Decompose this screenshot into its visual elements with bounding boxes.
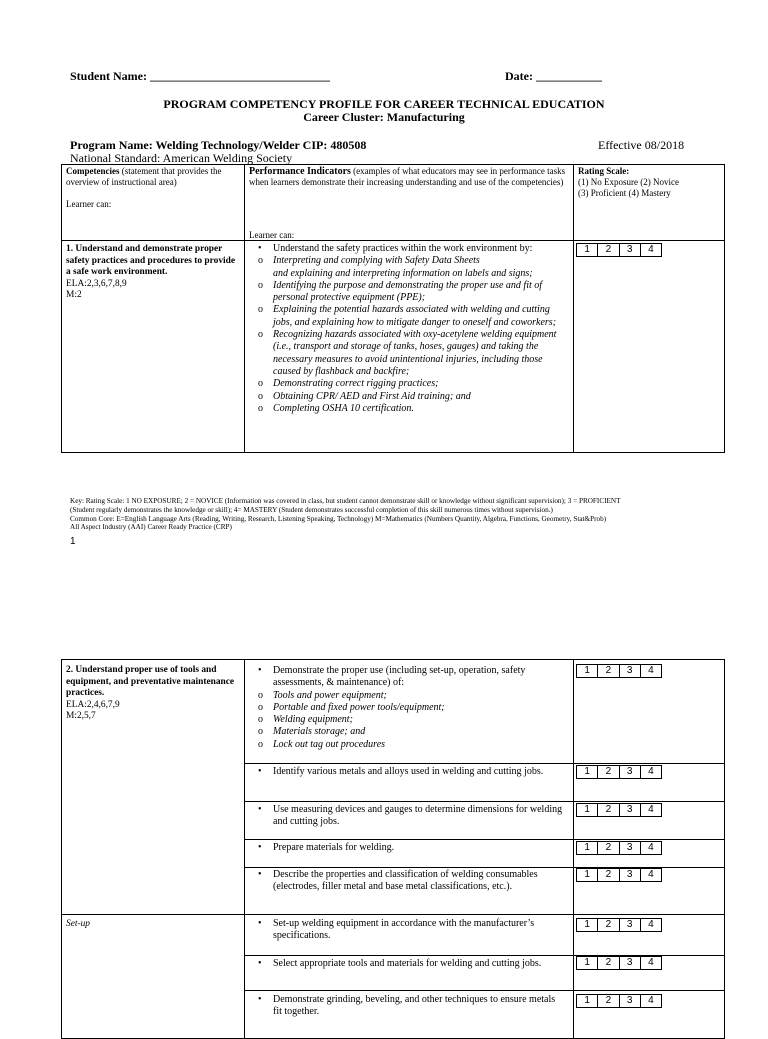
- rating-4[interactable]: 4: [648, 244, 654, 255]
- indicator-row: • Identify various metals and alloys used in welding and cutting jobs.: [258, 766, 544, 777]
- rating-boxes-6[interactable]: [576, 868, 662, 882]
- indicator-row: • Set-up welding equipment in accordance with the manufacturer’s specifications.: [258, 918, 535, 942]
- rating-3[interactable]: 3: [620, 766, 641, 778]
- indicator-row: • Use measuring devices and gauges to determine dimensions for welding and cutting jobs.: [258, 804, 563, 828]
- rating-2[interactable]: 2: [598, 957, 619, 969]
- indicator-subitem: o Portable and fixed power tools/equipment;: [258, 701, 445, 713]
- competency-1: 1. Understand and demonstrate proper safety practices and procedures to provide a safe work environment. ELA:2,3,6,7,8,9 M:2: [66, 244, 235, 300]
- learner-can-label: Learner can:: [66, 199, 112, 209]
- rating-4[interactable]: 4: [648, 665, 654, 676]
- indicator-bullet: • Demonstrate the proper use (including set-up, operation, safety assessments, & maintenance) of:: [258, 665, 526, 689]
- competency-2: 2. Understand proper use of tools and equipment, and preventative maintenance practices. ELA:2,4,6,7,9 M:2,5,7: [66, 665, 235, 721]
- setup-label: Set-up: [66, 919, 90, 929]
- competency-table-1: [61, 164, 725, 453]
- rating-2[interactable]: 2: [598, 244, 619, 256]
- indicator-subitem: o Identifying the purpose and demonstrating the proper use and fit of personal protective equipment (PPE);: [258, 279, 543, 304]
- indicator-subitem: o Recognizing hazards associated with oxy-acetylene welding equipment (i.e., transport and storage of tanks, hoses, gauges) and taking the necessary measures to avoid unintentional injuries, including those caused by flashback and backfire;: [258, 329, 557, 377]
- performance-indicators-header: Performance Indicators (examples of what educators may see in performance tasks when learners demonstrate their increasing understanding and use of the competencies): [249, 166, 566, 187]
- page-title: PROGRAM COMPETENCY PROFILE FOR CAREER TECHNICAL EDUCATION: [163, 97, 605, 111]
- learner-can-label-pi: Learner can:: [249, 230, 295, 240]
- rating-2[interactable]: 2: [598, 766, 619, 778]
- page-number: 1: [70, 536, 76, 547]
- indicator-row: • Select appropriate tools and materials for welding and cutting jobs.: [258, 958, 542, 969]
- rating-3[interactable]: 3: [620, 244, 641, 256]
- rating-1[interactable]: 1: [577, 244, 598, 256]
- student-name-line: Student Name: ______________________________: [70, 69, 330, 83]
- rating-1[interactable]: 1: [577, 957, 598, 969]
- indicator-subitem: o Welding equipment;: [258, 714, 353, 726]
- rating-scale-header: Rating Scale: (1) No Exposure (2) Novice (3) Proficient (4) Mastery: [578, 166, 679, 198]
- rating-1[interactable]: 1: [577, 665, 598, 677]
- indicator-subitem: o Obtaining CPR/ AED and First Aid training; and: [258, 390, 471, 402]
- rating-boxes-5[interactable]: [576, 841, 662, 855]
- rating-4[interactable]: 4: [648, 766, 654, 777]
- indicator-subitem: o Lock out tag out procedures: [258, 738, 386, 750]
- rating-boxes-3[interactable]: [576, 765, 662, 779]
- rating-boxes-1[interactable]: [576, 243, 662, 257]
- indicator-bullet: • Understand the safety practices within the work environment by:: [258, 243, 533, 254]
- indicator-subitem: o Completing OSHA 10 certification.: [258, 402, 414, 414]
- rating-boxes-4[interactable]: [576, 803, 662, 817]
- effective-date: Effective 08/2018: [598, 138, 685, 152]
- rating-2[interactable]: 2: [598, 665, 619, 677]
- rating-2[interactable]: 2: [598, 842, 619, 854]
- rating-1[interactable]: 1: [577, 804, 598, 816]
- rating-key: Key: Rating Scale: 1 NO EXPOSURE; 2 = NOVICE (Information was covered in class, but student cannot demonstrate skill or knowledge without significant supervision); 3 = PROFICIENT (Student regularly demonstrates the knowledge or skill); 4= MASTERY (Student demonstrates successful completion of this skill numerous times without supervision.) Common Core: E=English Language Arts (Reading, Writing, Research, Listening Speaking, Technology) M=Mathematics (Numbers Quantity, Algebra, Functions, Geometry, Stat&Prob) All Aspect Industry (AAI) Career Ready Practice (CRP): [70, 497, 621, 532]
- rating-2[interactable]: 2: [598, 919, 619, 931]
- indicator-subitem: o Tools and power equipment;: [258, 689, 387, 701]
- rating-boxes-9[interactable]: [576, 994, 662, 1008]
- competency-2-indicators: [249, 665, 565, 751]
- rating-3[interactable]: 3: [620, 995, 641, 1007]
- rating-4[interactable]: 4: [648, 957, 654, 968]
- competency-1-indicators: [249, 243, 565, 415]
- rating-3[interactable]: 3: [620, 804, 641, 816]
- indicator-subitem: o Explaining the potential hazards associated with welding and cutting jobs, and explaining how to mitigate danger to oneself and coworkers;: [258, 304, 557, 328]
- national-standard: National Standard: American Welding Society: [70, 151, 293, 165]
- career-cluster: Career Cluster: Manufacturing: [303, 110, 465, 124]
- rating-boxes-2[interactable]: [576, 664, 662, 678]
- date-line: Date: ___________: [505, 69, 602, 83]
- indicator-subitem: o Materials storage; and: [258, 726, 366, 738]
- rating-4[interactable]: 4: [648, 995, 654, 1006]
- rating-4[interactable]: 4: [648, 804, 654, 815]
- rating-1[interactable]: 1: [577, 842, 598, 854]
- rating-1[interactable]: 1: [577, 995, 598, 1007]
- rating-1[interactable]: 1: [577, 766, 598, 778]
- rating-boxes-7[interactable]: [576, 918, 662, 932]
- competency-table-2: [61, 659, 725, 1039]
- indicator-subitem: o Demonstrating correct rigging practices;: [258, 378, 439, 390]
- rating-1[interactable]: 1: [577, 869, 598, 881]
- rating-2[interactable]: 2: [598, 804, 619, 816]
- competencies-header: Competencies (statement that provides the overview of instructional area) Learner can:: [66, 166, 242, 210]
- indicator-row: • Prepare materials for welding.: [258, 842, 395, 853]
- rating-2[interactable]: 2: [598, 995, 619, 1007]
- rating-3[interactable]: 3: [620, 665, 641, 677]
- indicator-row: • Demonstrate grinding, beveling, and other techniques to ensure metals fit together.: [258, 994, 556, 1018]
- rating-3[interactable]: 3: [620, 869, 641, 881]
- rating-4[interactable]: 4: [648, 919, 654, 930]
- indicator-row: • Describe the properties and classification of welding consumables (electrodes, filler metal and base metal classifications, etc.).: [258, 869, 538, 893]
- rating-4[interactable]: 4: [648, 842, 654, 853]
- rating-3[interactable]: 3: [620, 842, 641, 854]
- rating-3[interactable]: 3: [620, 919, 641, 931]
- indicator-subitem: and explaining and interpreting information on labels and signs;: [273, 267, 533, 279]
- rating-2[interactable]: 2: [598, 869, 619, 881]
- rating-4[interactable]: 4: [648, 869, 654, 880]
- rating-boxes-8[interactable]: [576, 956, 662, 970]
- rating-1[interactable]: 1: [577, 919, 598, 931]
- rating-3[interactable]: 3: [620, 957, 641, 969]
- program-name: Program Name: Welding Technology/Welder CIP: 480508: [70, 138, 367, 152]
- indicator-subitem: o Interpreting and complying with Safety Data Sheets: [258, 255, 480, 267]
